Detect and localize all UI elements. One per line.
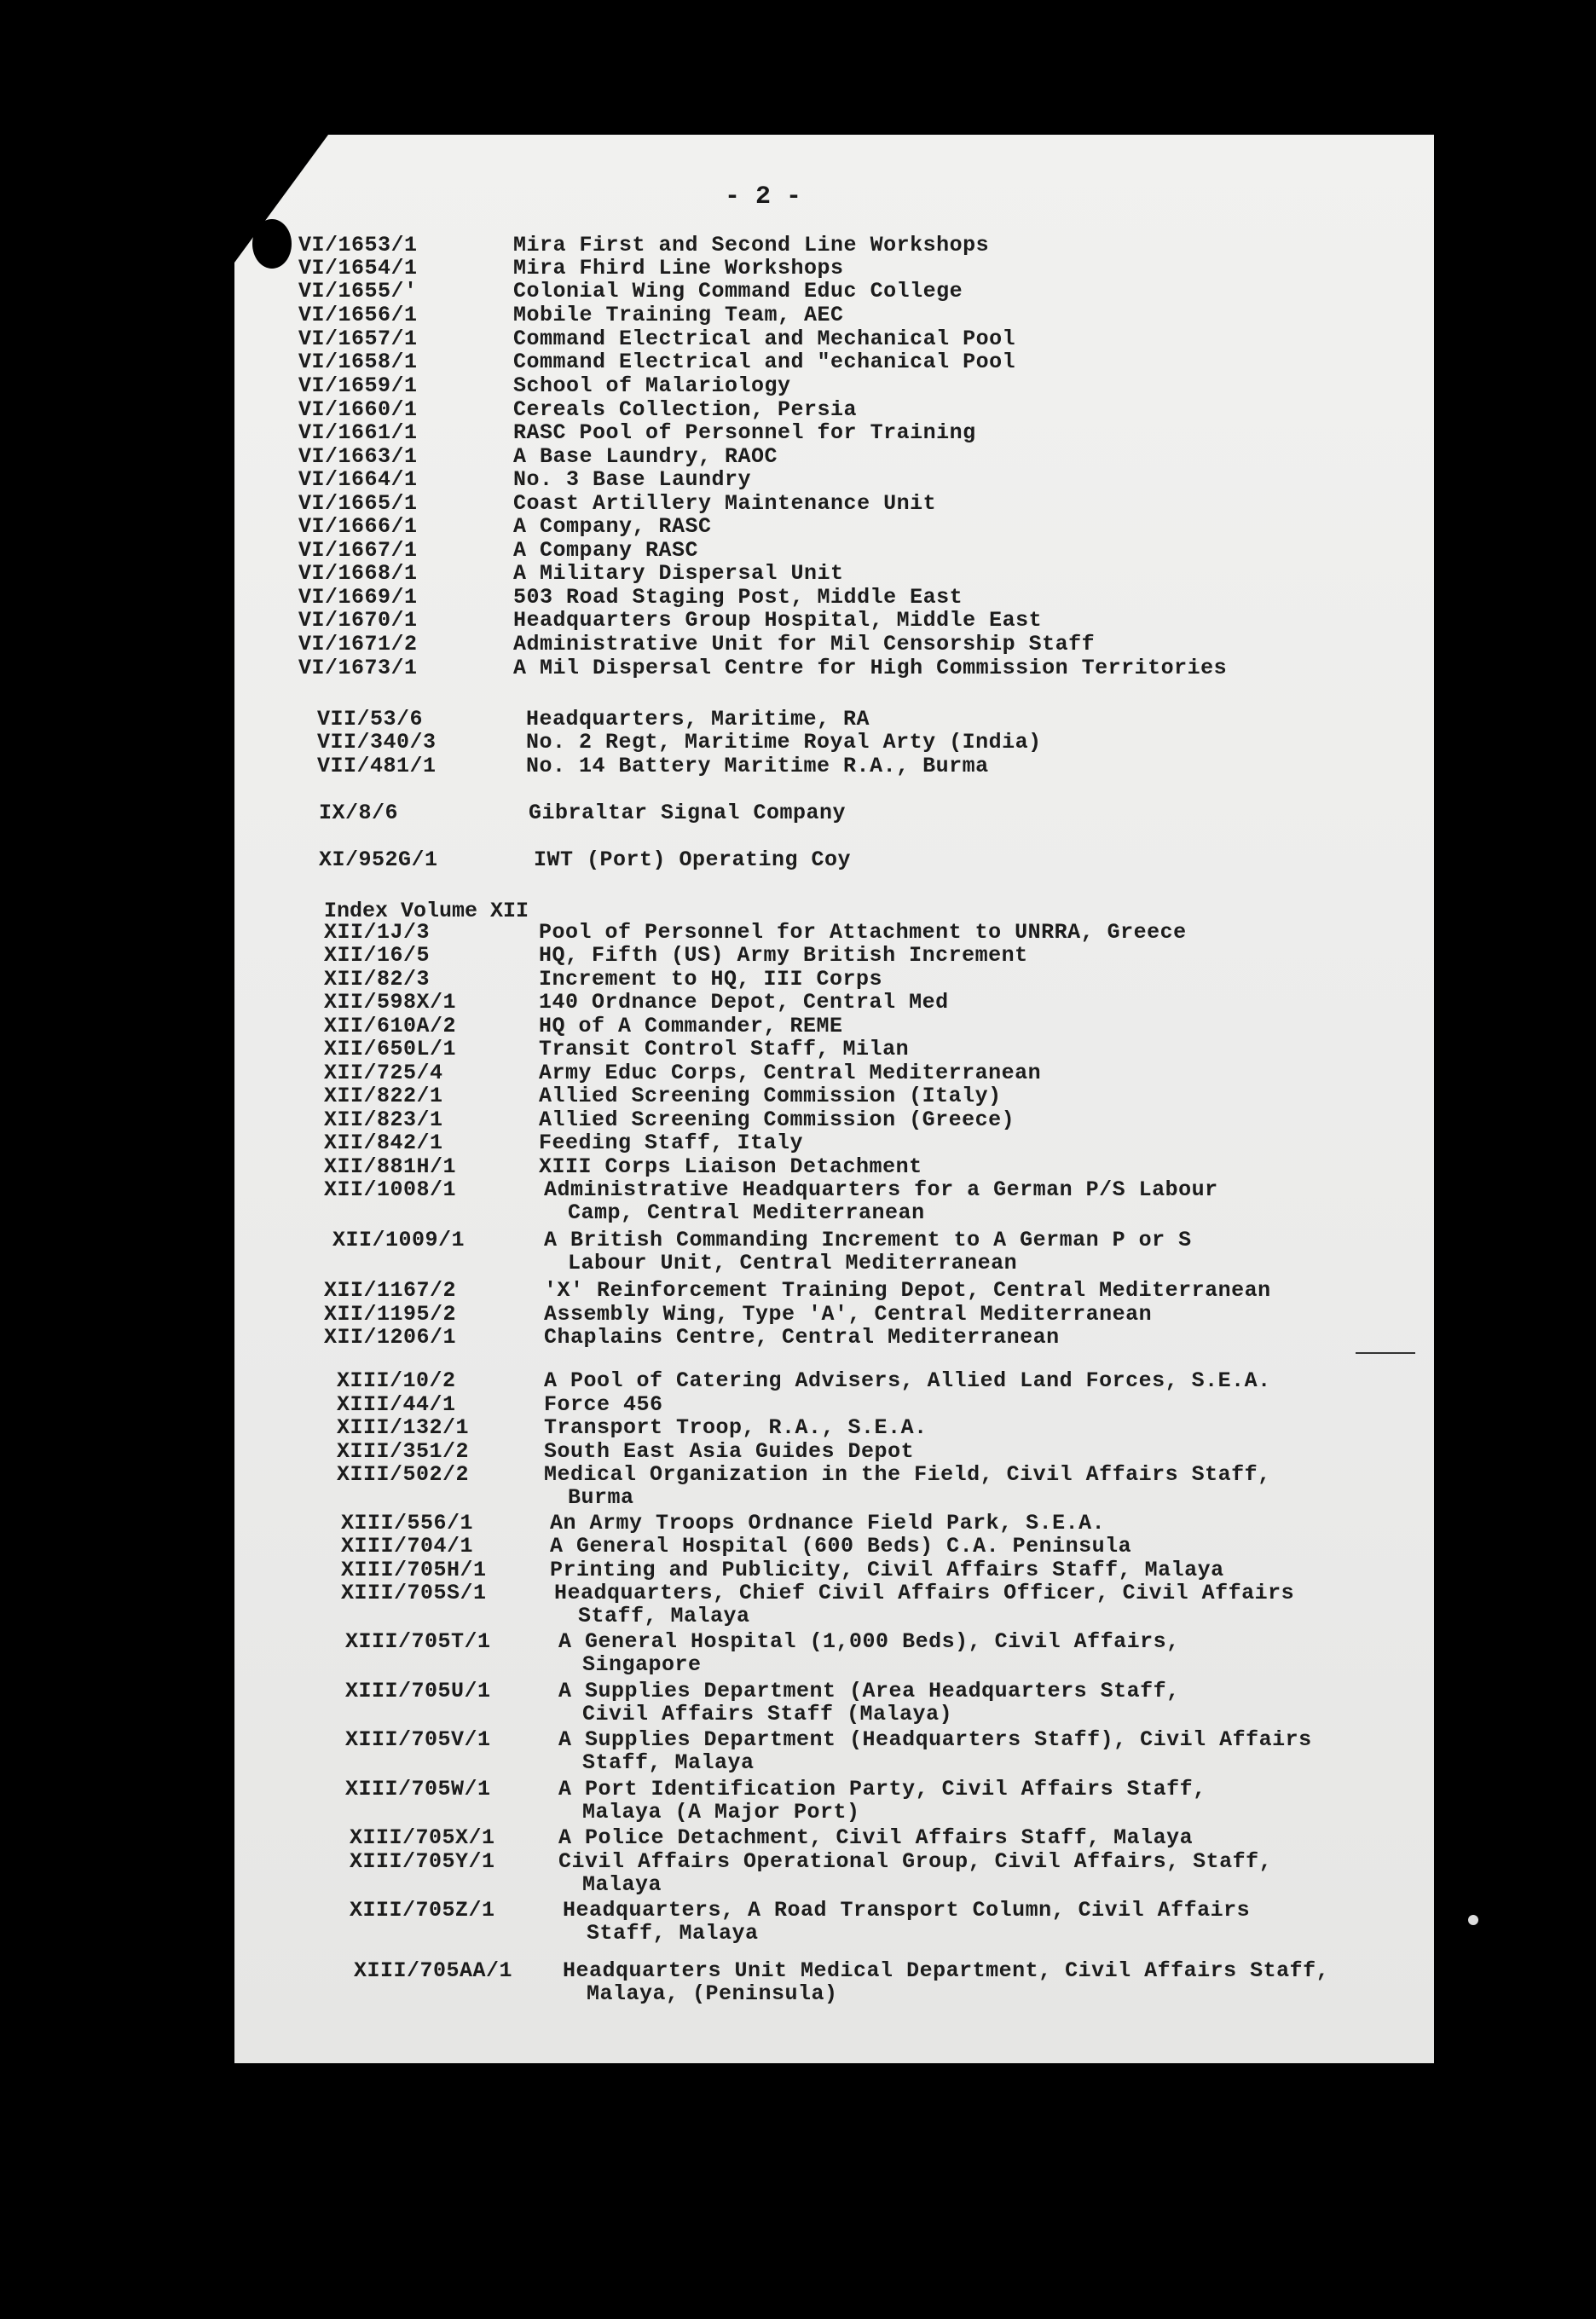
entry-description: Mobile Training Team, AEC (513, 303, 844, 327)
entry-description: No. 2 Regt, Maritime Royal Arty (India) (526, 730, 1042, 755)
entry-code: VI/1671/2 (298, 632, 418, 656)
entry-code: XIII/10/2 (337, 1368, 456, 1393)
entry-description: A Company, RASC (513, 514, 712, 539)
entry-description: Coast Artillery Maintenance Unit (513, 491, 937, 516)
entry-code: XII/1195/2 (324, 1302, 457, 1327)
entry-code: XII/650L/1 (324, 1037, 457, 1061)
entry-description: School of Malariology (513, 373, 791, 398)
entry-code: VI/1670/1 (298, 608, 418, 633)
entry-code: XII/610A/2 (324, 1014, 457, 1038)
entry-description: Colonial Wing Command Educ College (513, 279, 963, 304)
entry-code: VII/481/1 (317, 754, 437, 778)
entry-description: Administrative Unit for Mil Censorship Staff (513, 632, 1096, 656)
entry-code: XII/822/1 (324, 1084, 443, 1108)
entry-code: XII/598X/1 (324, 990, 457, 1015)
entry-description: Printing and Publicity, Civil Affairs Staff, Malaya (550, 1558, 1224, 1582)
page-number: - 2 - (725, 182, 802, 211)
entry-code: VII/340/3 (317, 730, 437, 755)
entry-description: A British Commanding Increment to A German P or S (544, 1228, 1192, 1252)
entry-code: VI/1658/1 (298, 350, 418, 374)
entry-description: Mira First and Second Line Workshops (513, 233, 990, 257)
entry-description: HQ of A Commander, REME (539, 1014, 843, 1038)
entry-description: IWT (Port) Operating Coy (534, 847, 852, 872)
entry-description: A Police Detachment, Civil Affairs Staff, Malaya (558, 1825, 1194, 1850)
entry-description-continuation: Singapore (582, 1652, 702, 1677)
entry-code: VI/1673/1 (298, 656, 418, 680)
entry-code: XII/725/4 (324, 1061, 443, 1085)
entry-code: VI/1656/1 (298, 303, 418, 327)
entry-code: XIII/132/1 (337, 1415, 470, 1440)
entry-description: No. 14 Battery Maritime R.A., Burma (526, 754, 989, 778)
entry-description-continuation: Staff, Malaya (578, 1604, 750, 1628)
entry-code: XII/881H/1 (324, 1154, 457, 1179)
entry-description-continuation: Labour Unit, Central Mediterranean (568, 1251, 1018, 1275)
entry-description: Gibraltar Signal Company (529, 801, 847, 825)
entry-code: XIII/705H/1 (341, 1558, 487, 1582)
entry-description: A Mil Dispersal Centre for High Commission Territories (513, 656, 1228, 680)
entry-code: XIII/705X/1 (350, 1825, 495, 1850)
entry-description-continuation: Malaya, (Peninsula) (587, 1981, 838, 2006)
entry-code: XIII/705Z/1 (350, 1898, 495, 1923)
entry-description: Army Educ Corps, Central Mediterranean (539, 1061, 1042, 1085)
entry-code: XIII/705U/1 (345, 1679, 491, 1703)
entry-code: XII/82/3 (324, 967, 431, 992)
entry-description: Feeding Staff, Italy (539, 1131, 804, 1155)
entry-description-continuation: Staff, Malaya (587, 1921, 759, 1946)
entry-description-continuation: Civil Affairs Staff (Malaya) (582, 1702, 953, 1726)
entry-code: IX/8/6 (319, 801, 399, 825)
entry-code: XII/1J/3 (324, 920, 431, 945)
entry-code: XII/1009/1 (332, 1228, 466, 1252)
entry-description: A Pool of Catering Advisers, Allied Land Forces, S.E.A. (544, 1368, 1271, 1393)
entry-description: A General Hospital (1,000 Beds), Civil Affairs, (558, 1629, 1180, 1654)
entry-code: VI/1663/1 (298, 444, 418, 469)
entry-code: VI/1653/1 (298, 233, 418, 257)
entry-description: A Supplies Department (Headquarters Staff), Civil Affairs (558, 1727, 1312, 1752)
entry-code: XIII/705AA/1 (354, 1958, 513, 1983)
entry-description-continuation: Camp, Central Mediterranean (568, 1200, 925, 1225)
entry-code: XIII/705S/1 (341, 1581, 487, 1605)
entry-description: No. 3 Base Laundry (513, 467, 752, 492)
entry-code: VI/1660/1 (298, 397, 418, 422)
entry-code: XI/952G/1 (319, 847, 438, 872)
entry-description: South East Asia Guides Depot (544, 1439, 915, 1464)
entry-code: VI/1665/1 (298, 491, 418, 516)
entry-code: XIII/705W/1 (345, 1777, 491, 1801)
entry-description: Mira Fhird Line Workshops (513, 256, 844, 280)
entry-description: A Company RASC (513, 538, 699, 563)
entry-description: Transport Troop, R.A., S.E.A. (544, 1415, 928, 1440)
entry-description: Headquarters Group Hospital, Middle East (513, 608, 1043, 633)
entry-description-continuation: Burma (568, 1485, 634, 1510)
entry-description: Headquarters, Maritime, RA (526, 707, 870, 732)
entry-code: VI/1668/1 (298, 561, 418, 586)
entry-code: XII/16/5 (324, 943, 431, 968)
entry-code: XIII/351/2 (337, 1439, 470, 1464)
entry-code: VII/53/6 (317, 707, 424, 732)
entry-code: XIII/502/2 (337, 1462, 470, 1487)
entry-description: Chaplains Centre, Central Mediterranean (544, 1325, 1060, 1350)
entry-description: 'X' Reinforcement Training Depot, Central Mediterranean (544, 1278, 1271, 1303)
entry-code: XII/1167/2 (324, 1278, 457, 1303)
entry-description: A Supplies Department (Area Headquarters Staff, (558, 1679, 1180, 1703)
entry-description: Allied Screening Commission (Greece) (539, 1107, 1015, 1132)
entry-description: A Military Dispersal Unit (513, 561, 844, 586)
entry-description: Headquarters, A Road Transport Column, Civil Affairs (563, 1898, 1251, 1923)
entry-code: XII/1008/1 (324, 1177, 457, 1202)
index-heading: Index Volume XII (324, 899, 529, 923)
entry-description: HQ, Fifth (US) Army British Increment (539, 943, 1028, 968)
entry-code: VI/1655/' (298, 279, 418, 304)
entry-description: XIII Corps Liaison Detachment (539, 1154, 922, 1179)
entry-description: Headquarters Unit Medical Department, Civil Affairs Staff, (563, 1958, 1330, 1983)
entry-description-continuation: Malaya (A Major Port) (582, 1800, 860, 1825)
entry-description: Transit Control Staff, Milan (539, 1037, 910, 1061)
entry-description: A General Hospital (600 Beds) C.A. Peninsula (550, 1534, 1132, 1559)
entry-description: 503 Road Staging Post, Middle East (513, 585, 963, 610)
entry-code: VI/1659/1 (298, 373, 418, 398)
entry-code: VI/1657/1 (298, 327, 418, 351)
entry-description: A Base Laundry, RAOC (513, 444, 778, 469)
entry-description: Headquarters, Chief Civil Affairs Officer, Civil Affairs (554, 1581, 1295, 1605)
entry-code: VI/1666/1 (298, 514, 418, 539)
entry-code: XIII/705V/1 (345, 1727, 491, 1752)
entry-code: XIII/44/1 (337, 1392, 456, 1417)
entry-description: Medical Organization in the Field, Civil Affairs Staff, (544, 1462, 1271, 1487)
entry-code: XIII/705T/1 (345, 1629, 491, 1654)
entry-code: XIII/705Y/1 (350, 1849, 495, 1874)
entry-description: Pool of Personnel for Attachment to UNRRA, Greece (539, 920, 1187, 945)
entry-code: VI/1667/1 (298, 538, 418, 563)
entry-description: Cereals Collection, Persia (513, 397, 858, 422)
entry-description: An Army Troops Ordnance Field Park, S.E.A. (550, 1511, 1106, 1535)
entry-description: Assembly Wing, Type 'A', Central Mediterranean (544, 1302, 1153, 1327)
entry-code: XII/1206/1 (324, 1325, 457, 1350)
entry-code: XIII/556/1 (341, 1511, 474, 1535)
entry-description: Force 456 (544, 1392, 663, 1417)
entry-description-continuation: Staff, Malaya (582, 1750, 755, 1775)
entry-description: Administrative Headquarters for a German P/S Labour (544, 1177, 1218, 1202)
entry-description: A Port Identification Party, Civil Affairs Staff, (558, 1777, 1206, 1801)
entry-description: Command Electrical and Mechanical Pool (513, 327, 1016, 351)
entry-code: XII/823/1 (324, 1107, 443, 1132)
entry-description: Command Electrical and "echanical Pool (513, 350, 1016, 374)
entry-code: XIII/704/1 (341, 1534, 474, 1559)
entry-code: XII/842/1 (324, 1131, 443, 1155)
entry-description-continuation: Malaya (582, 1872, 662, 1897)
entry-description: Increment to HQ, III Corps (539, 967, 883, 992)
entry-code: VI/1654/1 (298, 256, 418, 280)
entry-description: RASC Pool of Personnel for Training (513, 420, 976, 445)
entry-code: VI/1661/1 (298, 420, 418, 445)
entry-description: Allied Screening Commission (Italy) (539, 1084, 1002, 1108)
entry-code: VI/1669/1 (298, 585, 418, 610)
entry-description: Civil Affairs Operational Group, Civil Affairs, Staff, (558, 1849, 1273, 1874)
entry-description: 140 Ordnance Depot, Central Med (539, 990, 949, 1015)
entry-code: VI/1664/1 (298, 467, 418, 492)
